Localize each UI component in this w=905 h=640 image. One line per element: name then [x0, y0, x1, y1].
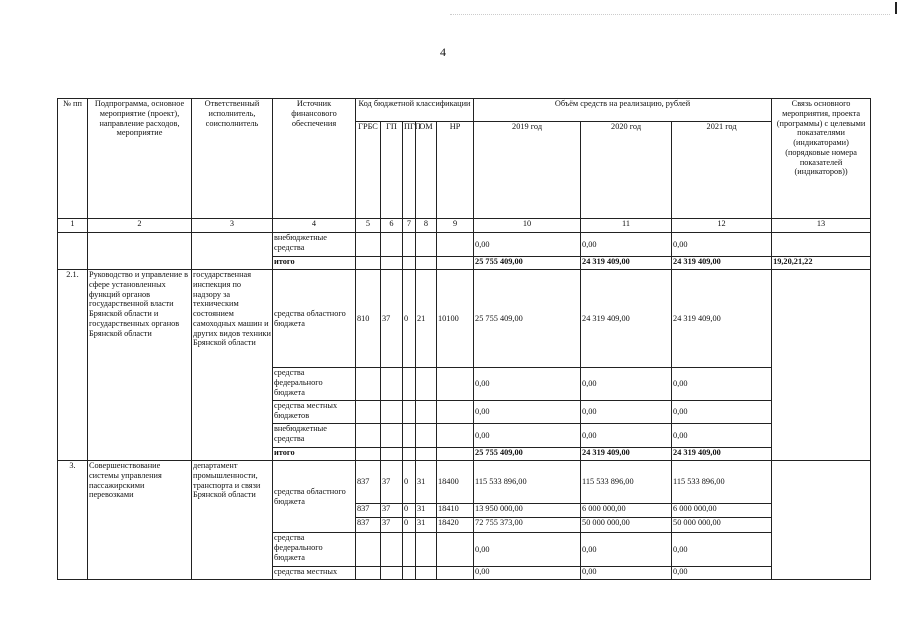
amount-2019: 0,00: [474, 233, 581, 257]
amount-2020: 50 000 000,00: [581, 518, 672, 533]
table-row: [58, 461, 871, 504]
om-code: 21: [416, 270, 437, 368]
col-number: 3: [192, 219, 273, 233]
pgp-code: 0: [403, 270, 416, 368]
amount-2021: 0,00: [672, 368, 772, 401]
grbs-code: 837: [356, 504, 381, 518]
table-row: [58, 233, 871, 257]
indicator-link: [772, 233, 871, 257]
source-cell: средства местных: [273, 567, 356, 580]
grbs-code: 837: [356, 518, 381, 533]
col-number: 2: [88, 219, 192, 233]
margin-mark: [895, 2, 897, 14]
gp-code: 37: [381, 270, 403, 368]
source-cell: внебюджетные средства: [273, 424, 356, 448]
amount-2019: 25 755 409,00: [474, 257, 581, 270]
amount-2021: 0,00: [672, 567, 772, 580]
column-number-row: [58, 219, 871, 233]
amount-2020: 0,00: [581, 368, 672, 401]
np-code: 18400: [437, 461, 474, 504]
amount-2020: 24 319 409,00: [581, 270, 672, 368]
amount-2019: 72 755 373,00: [474, 518, 581, 533]
scan-artifact: [450, 14, 890, 19]
amount-2021: 0,00: [672, 424, 772, 448]
header-link: Связь основного мероприятия, проекта (программы) с целевыми показателями (индикаторами) (порядковые номера показателей (индикаторов)): [772, 99, 871, 219]
header-2020: 2020 год: [581, 122, 672, 219]
source-cell: средства федерального бюджета: [273, 533, 356, 567]
col-number: 5: [356, 219, 381, 233]
amount-2020: 24 319 409,00: [581, 448, 672, 461]
amount-2020: 0,00: [581, 424, 672, 448]
header-executor: Ответственный исполнитель, соисполнитель: [192, 99, 273, 219]
item-number: 2.1.: [58, 270, 88, 461]
source-cell: средства федерального бюджета: [273, 368, 356, 401]
amount-2020: 115 533 896,00: [581, 461, 672, 504]
amount-2021: 24 319 409,00: [672, 448, 772, 461]
amount-2019: 115 533 896,00: [474, 461, 581, 504]
col-number: 4: [273, 219, 356, 233]
amount-2021: 24 319 409,00: [672, 270, 772, 368]
program-name: Совершенствование системы управления пассажирскими перевозками: [88, 461, 192, 580]
gp-code: 37: [381, 518, 403, 533]
executor-name: государственная инспекция по надзору за техническим состоянием самоходных машин и других видов техники Брянской области: [192, 270, 273, 461]
amount-2020: 0,00: [581, 401, 672, 424]
om-code: 31: [416, 518, 437, 533]
header-np: НР: [437, 122, 474, 219]
amount-2019: 0,00: [474, 567, 581, 580]
col-number: 9: [437, 219, 474, 233]
executor-name: департамент промышленности, транспорта и связи Брянской области: [192, 461, 273, 580]
amount-2021: 0,00: [672, 401, 772, 424]
grbs-code: 810: [356, 270, 381, 368]
source-cell: внебюджетные средства: [273, 233, 356, 257]
amount-2021: 6 000 000,00: [672, 504, 772, 518]
col-number: 12: [672, 219, 772, 233]
header-gp: ГП: [381, 122, 403, 219]
header-program: Подпрограмма, основное мероприятие (проект), направление расходов, мероприятие: [88, 99, 192, 219]
om-code: 31: [416, 504, 437, 518]
amount-2019: 0,00: [474, 424, 581, 448]
amount-2020: 6 000 000,00: [581, 504, 672, 518]
source-cell: итого: [273, 257, 356, 270]
amount-2020: 24 319 409,00: [581, 257, 672, 270]
np-code: 18410: [437, 504, 474, 518]
amount-2019: 25 755 409,00: [474, 270, 581, 368]
amount-2021: 0,00: [672, 533, 772, 567]
np-code: 10100: [437, 270, 474, 368]
col-number: 11: [581, 219, 672, 233]
amount-2019: 0,00: [474, 533, 581, 567]
amount-2021: 50 000 000,00: [672, 518, 772, 533]
amount-2020: 0,00: [581, 567, 672, 580]
source-cell: средства местных бюджетов: [273, 401, 356, 424]
np-code: 18420: [437, 518, 474, 533]
source-cell: средства областного бюджета: [273, 270, 356, 368]
header-om: ОМ: [416, 122, 437, 219]
pgp-code: 0: [403, 461, 416, 504]
amount-2020: 0,00: [581, 233, 672, 257]
amount-2020: 0,00: [581, 533, 672, 567]
col-number: 7: [403, 219, 416, 233]
amount-2019: 0,00: [474, 401, 581, 424]
amount-2019: 0,00: [474, 368, 581, 401]
header-pgp: ПГП: [403, 122, 416, 219]
amount-2019: 25 755 409,00: [474, 448, 581, 461]
header-volume: Объём средств на реализацию, рублей: [474, 99, 772, 122]
table-row: [58, 270, 871, 368]
source-cell: итого: [273, 448, 356, 461]
col-number: 1: [58, 219, 88, 233]
amount-2019: 13 950 000,00: [474, 504, 581, 518]
gp-code: 37: [381, 504, 403, 518]
header-source: Источник финансового обеспечения: [273, 99, 356, 219]
header-budget-code: Код бюджетной классификации: [356, 99, 474, 122]
amount-2021: 115 533 896,00: [672, 461, 772, 504]
header-grbs: ГРБС: [356, 122, 381, 219]
source-cell: средства областного бюджета: [273, 461, 356, 533]
header-2019: 2019 год: [474, 122, 581, 219]
col-number: 10: [474, 219, 581, 233]
gp-code: 37: [381, 461, 403, 504]
page-number: 4: [440, 45, 446, 59]
grbs-code: 837: [356, 461, 381, 504]
pgp-code: 0: [403, 518, 416, 533]
indicator-link: 19,20,21,22: [772, 257, 871, 270]
header-num: № пп: [58, 99, 88, 219]
col-number: 6: [381, 219, 403, 233]
pgp-code: 0: [403, 504, 416, 518]
om-code: 31: [416, 461, 437, 504]
amount-2021: 0,00: [672, 233, 772, 257]
item-number: 3.: [58, 461, 88, 580]
amount-2021: 24 319 409,00: [672, 257, 772, 270]
program-name: Руководство и управление в сфере установленных функций органов государственной власти Брянской области и государственных органов Брянской области: [88, 270, 192, 461]
budget-table: [57, 98, 871, 580]
col-number: 13: [772, 219, 871, 233]
col-number: 8: [416, 219, 437, 233]
header-2021: 2021 год: [672, 122, 772, 219]
